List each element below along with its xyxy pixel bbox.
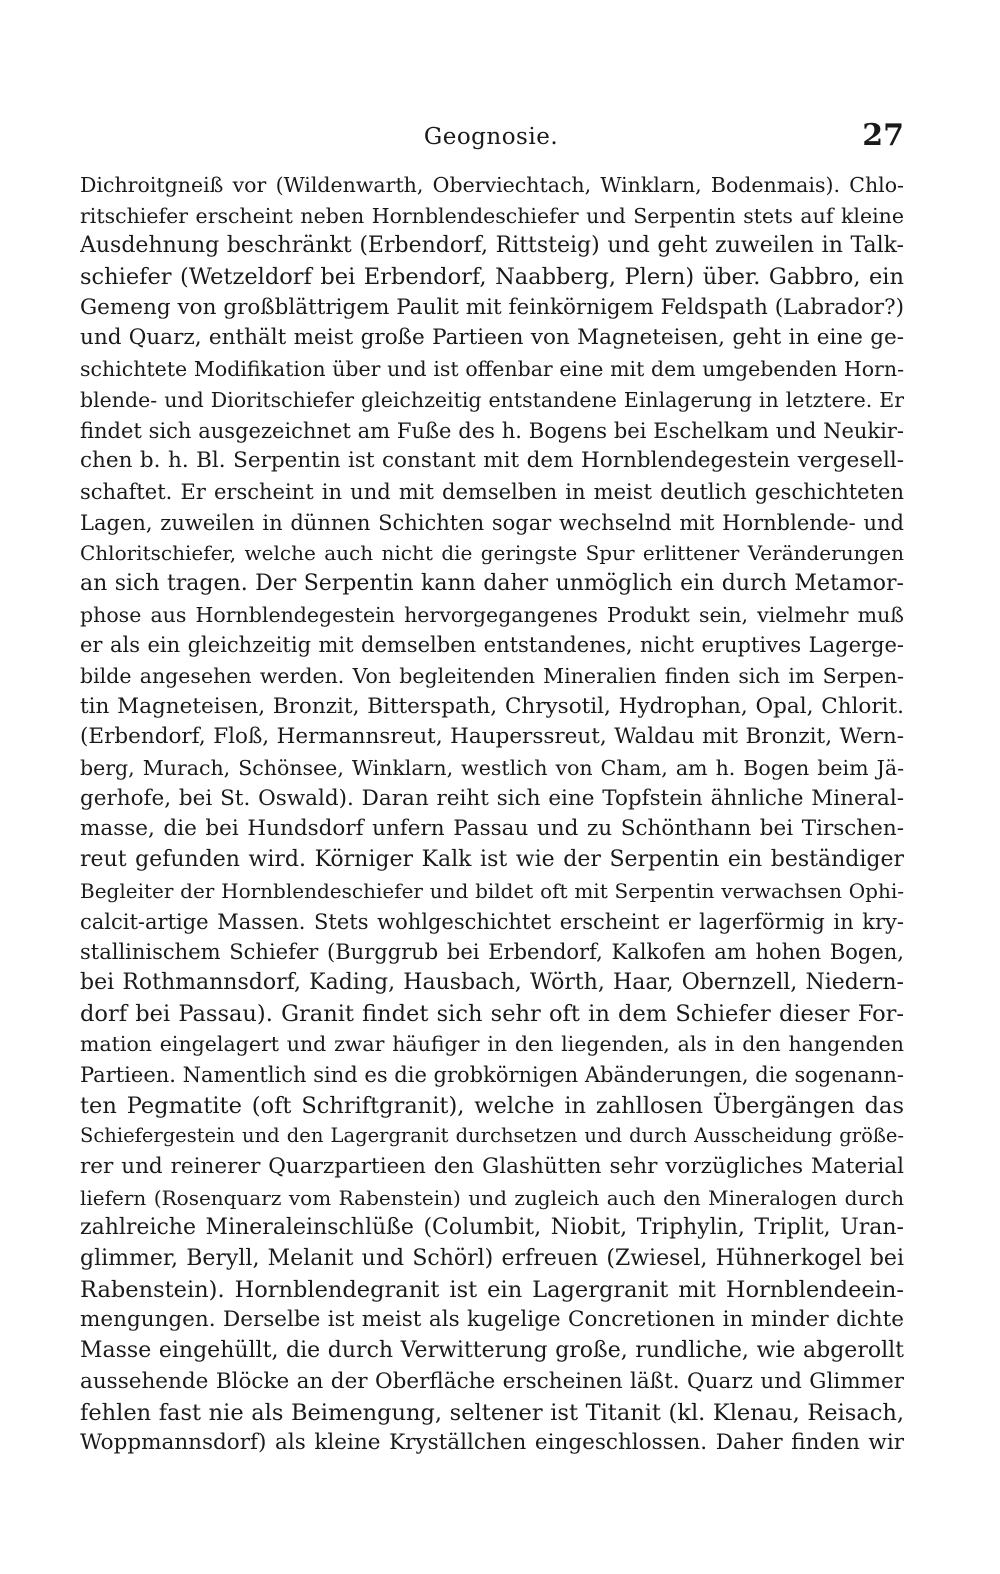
text-line: gerhofe, bei St. Oswald). Daran reiht sich eine Topfstein ähnliche Mineral- [80, 785, 904, 811]
text-line: bilde angesehen werden. Von begleitenden Mineralien finden sich im Serpen- [80, 664, 904, 688]
text-line: und Quarz, enthält meist große Partieen von Magneteisen, geht in eine ge- [80, 325, 904, 351]
text-line: Chloritschiefer, welche auch nicht die geringste Spur erlittener Veränderungen [80, 541, 904, 566]
text-line: findet sich ausgezeichnet am Fuße des h. Bogens bei Eschelkam und Neukir- [80, 418, 904, 443]
text-line: phose aus Hornblendegestein hervorgegangenes Produkt sein, vielmehr muß [80, 602, 904, 627]
text-line: reut gefunden wird. Körniger Kalk ist wie der Serpentin ein beständiger [80, 847, 904, 873]
text-line: schiefer (Wetzeldorf bei Erbendorf, Naabberg, Plern) über. Gabbro, ein [80, 264, 904, 291]
body-text [80, 170, 904, 1459]
text-line: calcit-artige Massen. Stets wohlgeschichtet erscheint er lagerförmig in kry- [80, 909, 904, 934]
text-line: er als ein gleichzeitig mit demselben entstandenes, nicht eruptives Lagerge- [80, 633, 904, 658]
text-line: Lagen, zuweilen in dünnen Schichten sogar wechselnd mit Hornblende- und [80, 510, 904, 535]
text-line: Masse eingehüllt, die durch Verwitterung große, rundliche, wie abgerollt [80, 1338, 904, 1364]
text-line: schaftet. Er erscheint in und mit demselben in meist deutlich geschichteten [80, 479, 904, 504]
text-line: schichtete Modifikation über und ist offenbar eine mit dem umgebenden Horn- [80, 357, 904, 382]
text-line: ritschiefer erscheint neben Hornblendeschiefer und Serpentin stets auf kleine [80, 203, 904, 228]
text-line: zahlreiche Mineraleinschlüße (Columbit, Niobit, Triphylin, Triplit, Uran- [80, 1215, 904, 1241]
text-line: Dichroitgneiß vor (Wildenwarth, Oberviechtach, Winklarn, Bodenmais). Chlo- [80, 173, 904, 197]
text-line: aussehende Blöcke an der Oberfläche erscheinen läßt. Quarz und Glimmer [80, 1368, 904, 1394]
text-line: berg, Murach, Schönsee, Winklarn, westlich von Cham, am h. Bogen beim Jä- [80, 756, 904, 781]
text-line: dorf bei Passau). Granit findet sich sehr oft in dem Schiefer dieser For- [80, 1000, 904, 1027]
text-line: an sich tragen. Der Serpentin kann daher unmöglich ein durch Metamor- [80, 570, 904, 596]
text-line: mengungen. Derselbe ist meist als kugelige Concretionen in minder dichte [80, 1307, 904, 1333]
text-line: rer und reinerer Quarzpartieen den Glashütten sehr vorzügliches Material [80, 1154, 904, 1179]
running-head [78, 118, 904, 158]
text-line: Rabenstein). Hornblendegranit ist ein Lagergranit mit Hornblendeein- [80, 1276, 904, 1303]
text-line: Woppmannsdorf) als kleine Kryställchen eingeschlossen. Daher finden wir [80, 1430, 904, 1456]
text-line: Ausdehnung beschränkt (Erbendorf, Rittsteig) und geht zuweilen in Talk- [80, 233, 904, 259]
running-head-title: Geognosie. [423, 124, 559, 150]
page-number: 27 [862, 118, 904, 153]
text-line: tin Magneteisen, Bronzit, Bitterspath, Chrysotil, Hydrophan, Opal, Chlorit. [80, 693, 904, 719]
text-line: stallinischem Schiefer (Burggrub bei Erbendorf, Kalkofen am hohen Bogen, [80, 940, 904, 965]
text-line: Partieen. Namentlich sind es die grobkörnigen Abänderungen, die sogenann- [80, 1062, 904, 1087]
text-line: (Erbendorf, Floß, Hermannsreut, Hauperssreut, Waldau mit Bronzit, Wern- [80, 724, 904, 750]
text-line: fehlen fast nie als Beimengung, seltener ist Titanit (kl. Klenau, Reisach, [80, 1399, 904, 1426]
text-line: chen b. h. Bl. Serpentin ist constant mit dem Hornblendegestein vergesell- [80, 448, 904, 474]
text-line: ten Pegmatite (oft Schriftgranit), welche in zahllosen Übergängen das [80, 1092, 904, 1119]
text-line: Gemeng von großblättrigem Paulit mit feinkörnigem Feldspath (Labrador?) [80, 294, 904, 320]
text-line: liefern (Rosenquarz vom Rabenstein) und zugleich auch den Mineralogen durch [80, 1185, 904, 1210]
text-line: glimmer, Beryll, Melanit und Schörl) erfreuen (Zwiesel, Hühnerkogel bei [80, 1246, 904, 1272]
text-line: Begleiter der Hornblendeschiefer und bildet oft mit Serpentin verwachsen Ophi- [80, 878, 904, 903]
text-line: mation eingelagert und zwar häufiger in den liegenden, als in den hangenden [80, 1032, 904, 1057]
text-line: Schiefergestein und den Lagergranit durchsetzen und durch Ausscheidung größe- [80, 1124, 904, 1148]
text-line: bei Rothmannsdorf, Kading, Hausbach, Wörth, Haar, Obernzell, Niedern- [80, 969, 904, 995]
text-line: blende- und Dioritschiefer gleichzeitig entstandene Einlagerung in letztere. Er [80, 387, 904, 412]
text-line: masse, die bei Hundsdorf unfern Passau und zu Schönthann bei Tirschen- [80, 816, 904, 842]
